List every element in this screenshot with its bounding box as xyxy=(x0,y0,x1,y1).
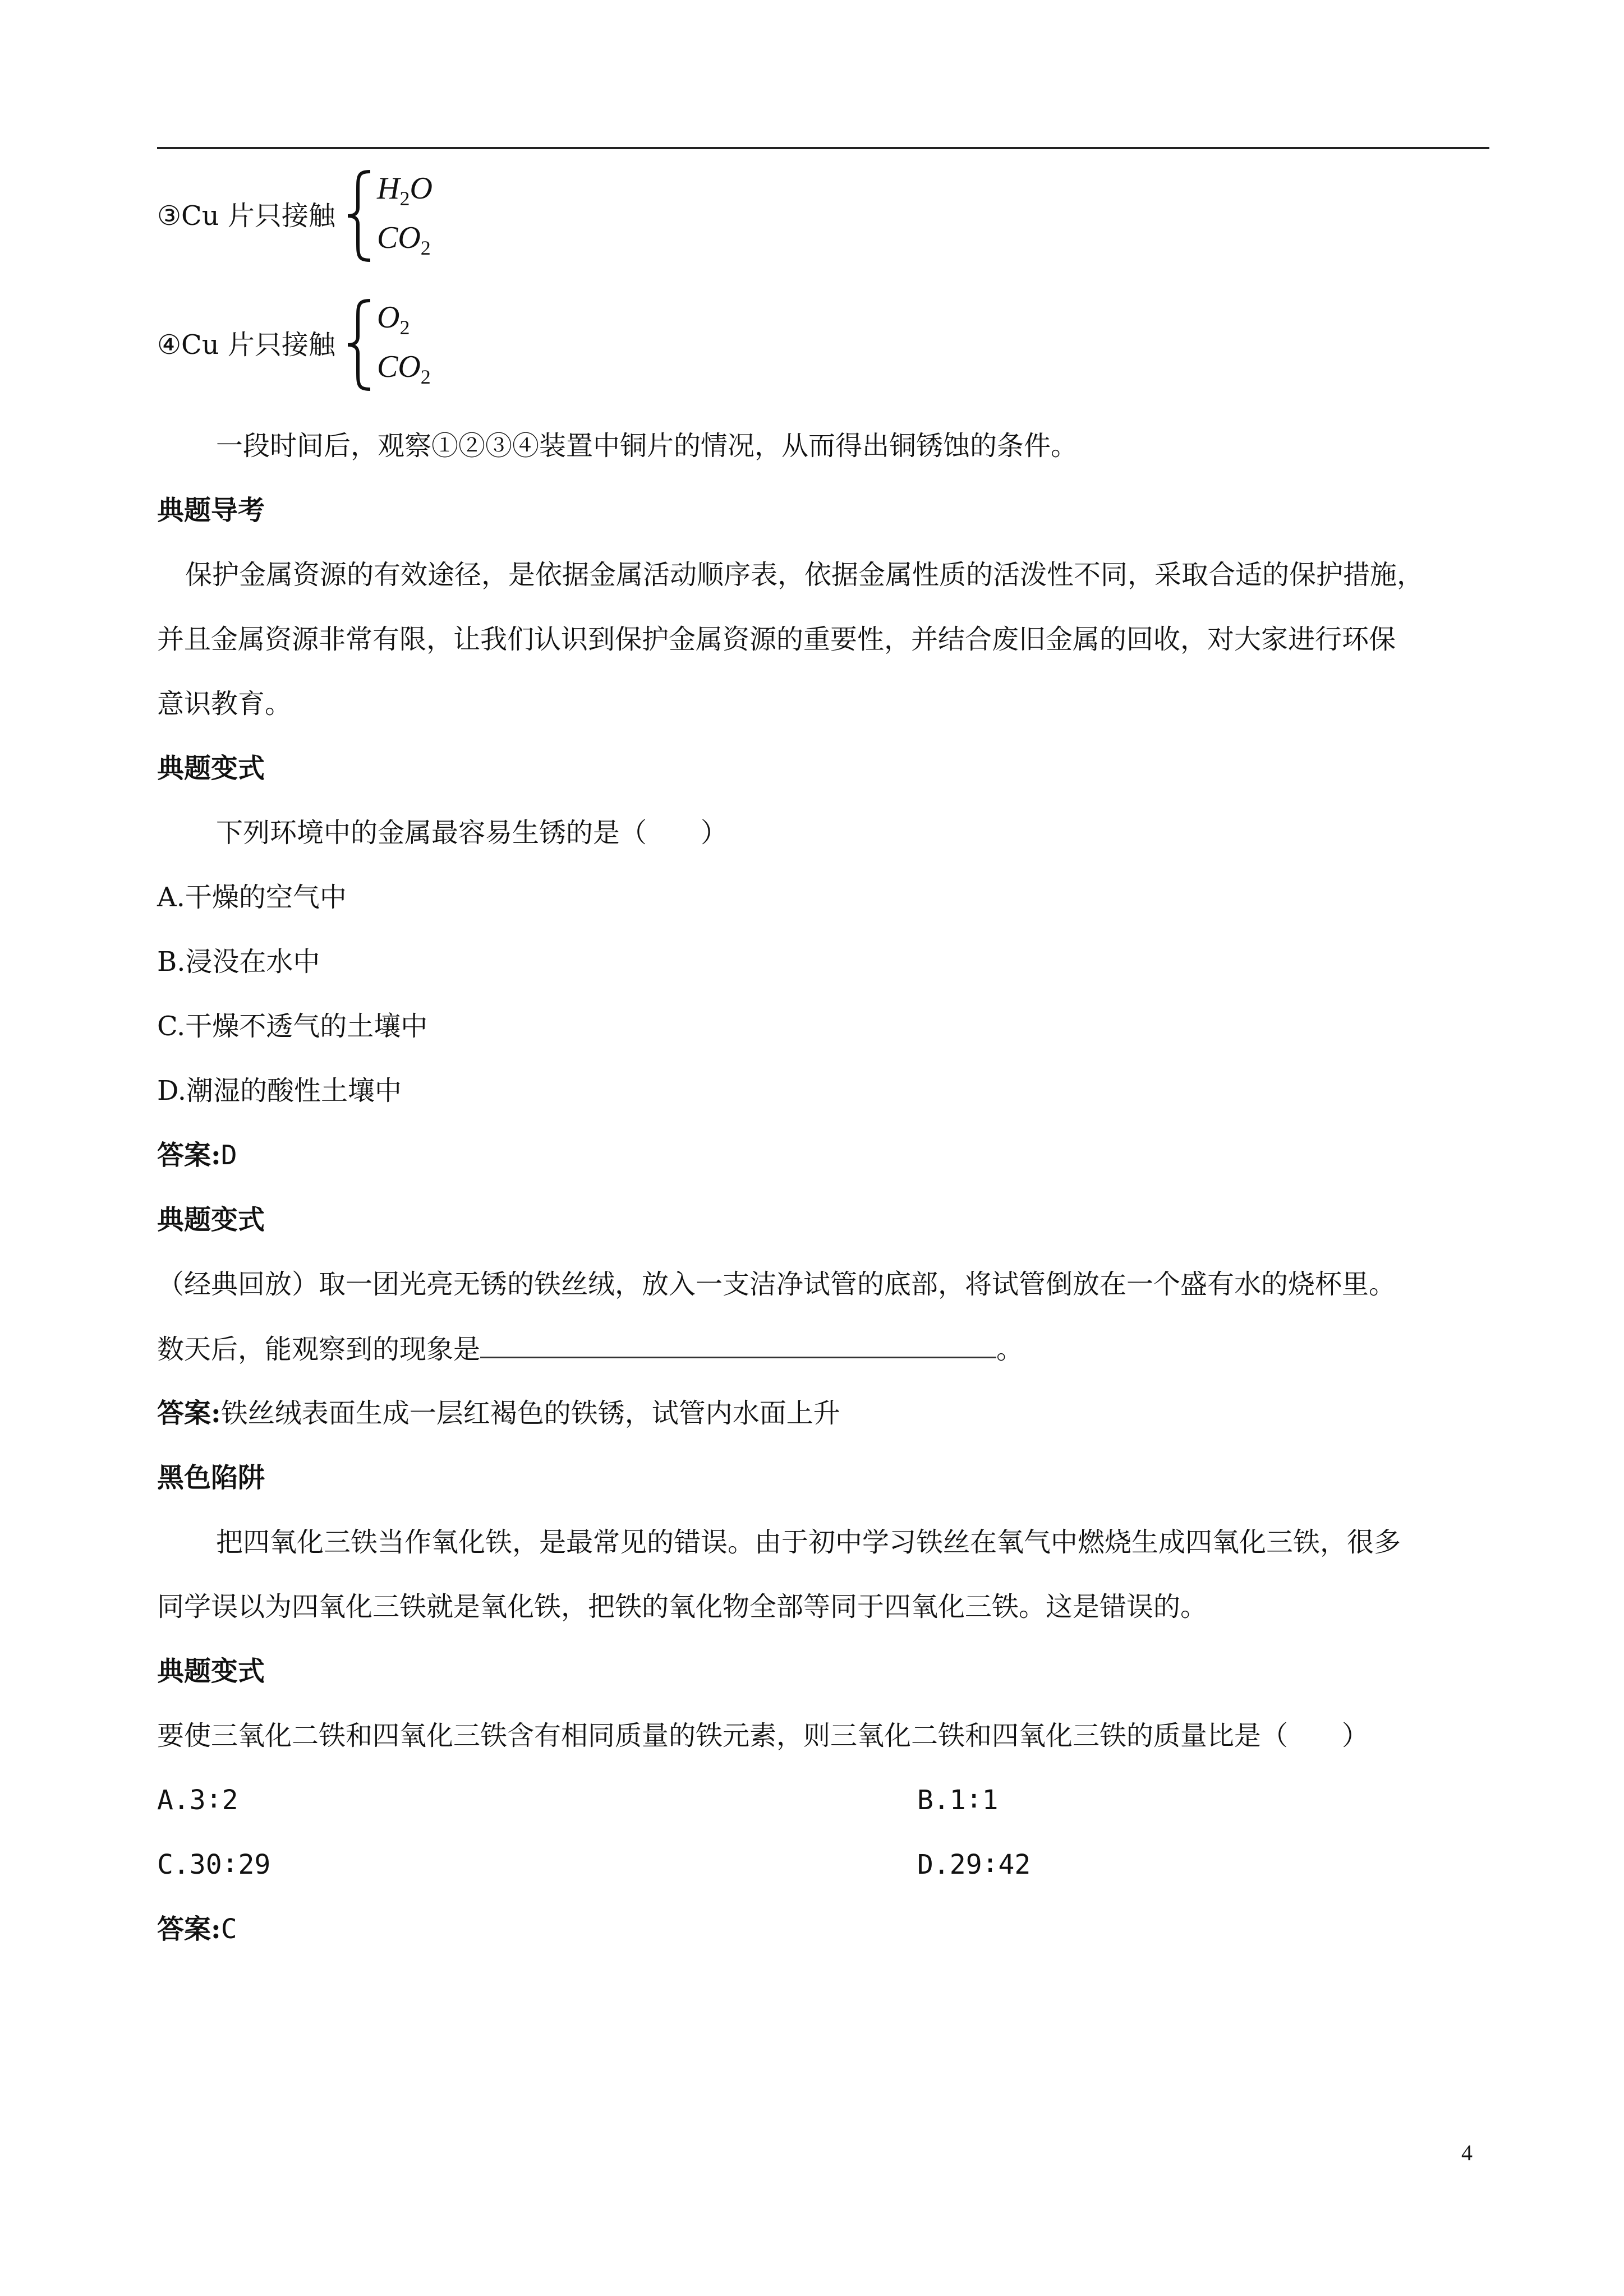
header-rule xyxy=(157,147,1489,149)
page-number: 4 xyxy=(1461,2140,1473,2165)
answer-value: D xyxy=(220,1140,237,1171)
answer-label: 答案: xyxy=(157,1140,221,1171)
paragraph-line: 把四氧化三铁当作氧化铁，是最常见的错误。由于初中学习铁丝在氧气中燃烧生成四氧化三铁，很多 xyxy=(216,1527,1401,1558)
option-a: A.干燥的空气中 xyxy=(157,882,347,913)
observe-paragraph: 一段时间后，观察①②③④装置中铜片的情况，从而得出铜锈蚀的条件。 xyxy=(216,430,1078,462)
formula-h2o: $H_2O$ xyxy=(377,171,433,210)
answer-blank[interactable] xyxy=(480,1332,996,1358)
answer-label: 答案: xyxy=(157,1398,221,1429)
item3-block xyxy=(157,168,550,264)
answer-value: 铁丝绒表面生成一层红褐色的铁锈，试管内水面上升 xyxy=(220,1398,840,1429)
item4-block xyxy=(157,297,550,393)
section-heading: 典题导考 xyxy=(157,495,265,526)
option-c: C.30∶29 xyxy=(157,1849,271,1880)
answer-line xyxy=(157,1396,840,1430)
option-d: D.29∶42 xyxy=(917,1849,1031,1880)
option-b: B.1∶1 xyxy=(917,1785,999,1816)
answer-label: 答案: xyxy=(157,1914,221,1945)
question-text: 数天后，能观察到的现象是 。 xyxy=(157,1332,1023,1366)
paragraph-line: 并且金属资源非常有限，让我们认识到保护金属资源的重要性，并结合废旧金属的回收，对大家进行环保 xyxy=(157,624,1396,655)
section-heading: 黑色陷阱 xyxy=(157,1462,265,1493)
section-heading: 典题变式 xyxy=(157,1656,265,1687)
question-text: （经典回放）取一团光亮无锈的铁丝绒，放入一支洁净试管的底部，将试管倒放在一个盛有水的烧杯里。 xyxy=(157,1269,1396,1300)
option-b: B.浸没在水中 xyxy=(157,946,320,978)
answer-line xyxy=(157,1138,237,1172)
option-c: C.干燥不透气的土壤中 xyxy=(157,1011,428,1042)
question-text: 下列环境中的金属最容易生锈的是（ ） xyxy=(216,817,728,849)
formula-co2: $CO_2$ xyxy=(377,349,431,388)
section-heading: 典题变式 xyxy=(157,753,265,784)
answer-line xyxy=(157,1912,237,1946)
paragraph-line: 保护金属资源的有效途径，是依据金属活动顺序表，依据金属性质的活泼性不同，采取合适的保护措施， xyxy=(185,559,1424,591)
formula-co2: $CO_2$ xyxy=(377,220,431,259)
item4-label: ④Cu 片只接触 xyxy=(157,329,335,361)
question-text: 要使三氧化二铁和四氧化三铁含有相同质量的铁元素，则三氧化二铁和四氧化三铁的质量比是（ ） xyxy=(157,1720,1369,1751)
paragraph-line: 意识教育。 xyxy=(157,688,292,720)
answer-value: C xyxy=(220,1914,237,1945)
left-brace-icon xyxy=(342,168,376,264)
section-heading: 典题变式 xyxy=(157,1204,265,1235)
paragraph-line: 同学误以为四氧化三铁就是氧化铁，把铁的氧化物全部等同于四氧化三铁。这是错误的。 xyxy=(157,1591,1208,1622)
option-d: D.潮湿的酸性土壤中 xyxy=(157,1075,402,1106)
item3-label: ③Cu 片只接触 xyxy=(157,200,335,232)
left-brace-icon xyxy=(342,297,376,393)
formula-o2: $O_2$ xyxy=(377,300,410,339)
option-a: A.3∶2 xyxy=(157,1785,238,1816)
